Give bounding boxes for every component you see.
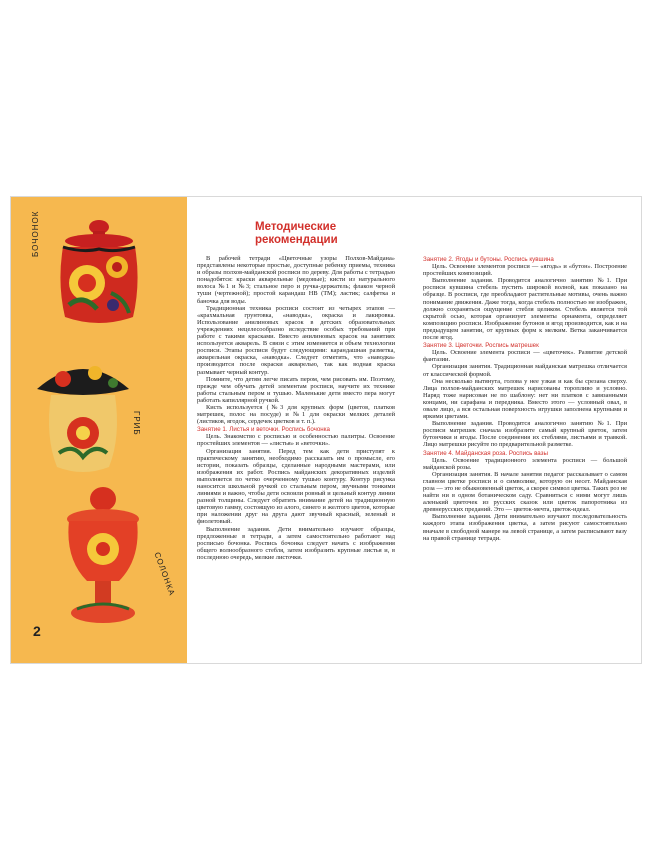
barrel-illustration bbox=[53, 213, 145, 331]
paragraph: Организация занятия. В начале занятия педагог рассказывает о самом главном цветке росписи и о символике, которую он несет. Майданская роза — это не обыкновенный цветок, а скорее символ цветка. Таких роз не найти ни в одном ботаническом саду. Сравниться с ними могут лишь аленький цветочек из русских сказок или цветок папоротника из древнерусских преданий. Это — цветок-мечта, цветок-идеал. bbox=[423, 470, 627, 514]
book-spread bbox=[10, 196, 642, 664]
paragraph: Цель. Освоение традиционного элемента росписи — большой майданской розы. bbox=[423, 456, 627, 471]
salt-cellar-illustration bbox=[57, 481, 149, 631]
paragraph: Выполнение задания. Проводится аналогично занятию №1. При росписи матрешек сначала изобразите самый крупный цветок, затем бутончики и ягоды. После соединения их стеблями, листьями и травкой. Лицо матрешки рисуйте по предварительной разметке. bbox=[423, 420, 627, 449]
paragraph: Кисть используется (№3 для крупных форм (цветов, платков матрешек, полос на посуде) и №1 для окраски мелких деталей (листиков, ягодок, сердечек цветков и т. п.). bbox=[197, 403, 395, 426]
text-column-left bbox=[197, 255, 395, 561]
paragraph: Выполнение задания. Проводится аналогично занятию №1. При росписи кувшина стебель пустить широкой волной, как показано на образце. В росписи, где преобладают растительные мотивы, очень важно понимание движения. Даже тогда, когда стебель полностью не изображен, должно сохраняться ощущение стебля целиком. Стебель является той скрытой осью, которая организует элементы орнамента, определяет композицию росписи. Изображение бутонов и ягод производится, как и на предыдущем занятии, от крупных форм к мелким. Ветка заканчивается после ягод. bbox=[423, 277, 627, 342]
text-column-right bbox=[423, 255, 627, 542]
paragraph: Цель. Освоение элементов росписи — «ягодь» и «бутон». Построение простейших композиций. bbox=[423, 263, 627, 278]
paragraph: В рабочей тетради «Цветочные узоры Полхов-Майдана» представлены некоторые простые, доступные ребенку приемы, техника и образы полхов-майданской росписи по дереву. Для работы с тетрадью понадобятся: краски акварельные (медовые); кисти из натурального волоса №1 и №3; стальное перо и ручка-держатель; флакон черной туши (чертежной); простой карандаш НВ (ТМ); ластик; салфетка и баночка для воды. bbox=[197, 255, 395, 305]
saltcellar-label: СОЛОНКА bbox=[152, 551, 177, 598]
mushroom-label: ГРИБ bbox=[132, 411, 141, 436]
barrel-label: БОЧОНОК bbox=[31, 210, 40, 257]
mushroom-illustration bbox=[33, 357, 133, 477]
paragraph: Помните, что детям легче писать пером, чем рисовать им. Поэтому, прежде чем обучать детей элементам росписи, научите их технике работы стальным пером и тушью. Маленькие дети вместо пера могут работать капиллярной ручкой. bbox=[197, 375, 395, 404]
lesson-heading: Занятие 2. Ягоды и бутоны. Роспись кувшина bbox=[423, 256, 554, 263]
paragraph: Организация занятия. Традиционная майданская матрешка отличается от классической формой. bbox=[423, 363, 627, 378]
paragraph: Традиционная техника росписи состоит из четырех этапов — «крахмальная грунтовка, «наводка», окраска и лакировка. Использование анилиновых красок в детских образовательных учреждениях нецелесообразно вследствие особых требований при работе с такими красками. Вместо анилиновых красок на занятиях используется акварель. В связи с этим изменяется и объем технологии росписи. Этапы росписи будут следующими: карандашная разметка, акварельная окраска, «наводка». Следует отметить, что «наводка» производится после окраски акварелью, так как водная краска размывает черный контур. bbox=[197, 304, 395, 376]
paragraph: Цель. Знакомство с росписью и особенностью палитры. Освоение простейших элементов — «листья» и «веточки». bbox=[197, 433, 395, 448]
page-number: 2 bbox=[33, 623, 41, 639]
paragraph: Организация занятия. Перед тем как дети приступят к практическому занятию, необходимо рассказать им о промысле, его истории, показать образцы, сделанные народными мастерами, или изображения их работ. Роспись майданских декоративных изделий выполняется по четко очерченному тушью контуру. Контур рисунка наносится школьной ручкой со стальным пером, звучными тонкими линиями и важно, чтобы дети освоили ровный и цельный контур линии разной толщины. Следует обратить внимание детей на традиционную цветовую гамму, состоящую из алого, синего и желтого цветов, которые при наложении друг на друга дают звучный красный, зеленый и фиолетовый. bbox=[197, 447, 395, 526]
paragraph: Она несколько вытянута, голова у нее узкая и как бы срезана сверху. Лица полхов-майданских матрешек нарисованы торопливо и условно. Наряд тоже нарисован не по шаблону: нет ни платков с завязанными концами, ни сарафана и передника. Вместо этого — условный овал, в овале лицо, а вся остальная поверхность игрушки заполнена крупными и яркими цветами. bbox=[423, 377, 627, 421]
paragraph: Выполнение задания. Дети внимательно изучают последовательность каждого этапа изображения цветка, а затем рисуют самостоятельно вначале в свободной манере на левой странице, а затем расписывают вазу на правой странице тетради. bbox=[423, 513, 627, 542]
lesson-heading: Занятие 3. Цветочки. Роспись матрешек bbox=[423, 342, 539, 350]
paragraph: Выполнение задания. Дети внимательно изучают образцы, предложенные в тетради, а затем самостоятельно работают над росписью бочонка. Роспись бочонка следует начать с изображения общего волнообразного стебля, затем изобразить крупные листья и, в последнюю очередь, мелкие листочки. bbox=[197, 525, 395, 561]
paragraph: Цель. Освоение элемента росписи — «цветочек». Развитие детской фантазии. bbox=[423, 349, 627, 364]
page-title bbox=[255, 221, 415, 247]
lesson-heading: Занятие 1. Листья и веточки. Роспись бочонка bbox=[197, 426, 330, 434]
title-line-2: рекомендации bbox=[255, 234, 338, 246]
title-line-1: Методические bbox=[255, 221, 337, 233]
lesson-heading: Занятие 4. Майданская роза. Роспись вазы bbox=[423, 449, 548, 457]
illustration-sidebar bbox=[11, 197, 187, 663]
